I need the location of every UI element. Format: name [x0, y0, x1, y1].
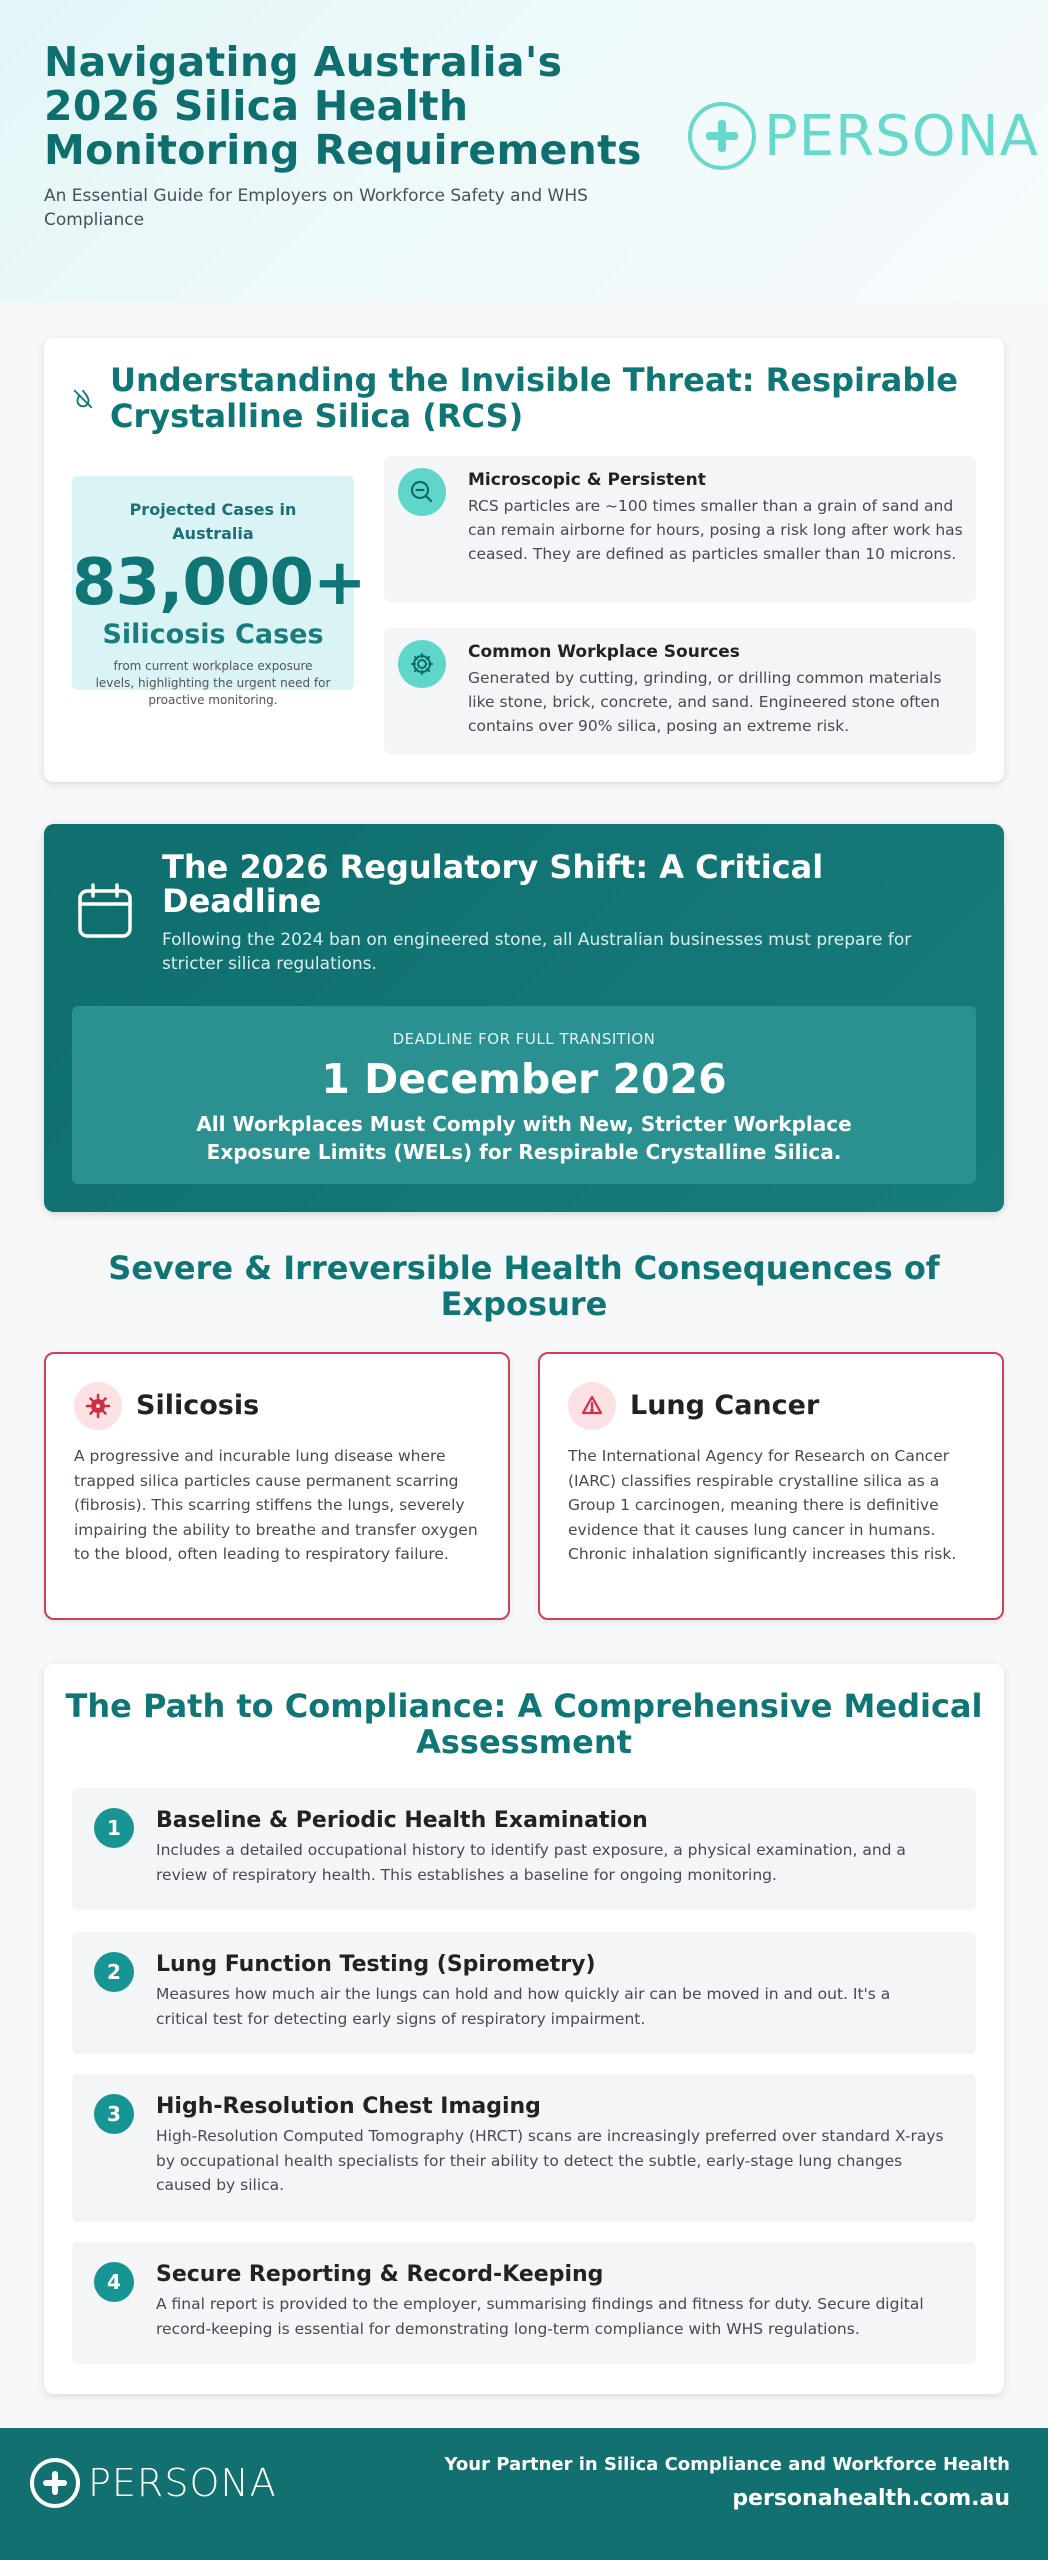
footer-url-link[interactable]: personahealth.com.au	[732, 2486, 1010, 2511]
step-item	[72, 1932, 976, 2054]
compliance-card	[44, 1664, 1004, 2394]
step-text: Includes a detailed occupational history to identify past exposure, a physical examination, and a review of respiratory health. This establishes a baseline for ongoing monitoring.	[156, 1841, 906, 1884]
logo-wordmark: PERSONA	[764, 103, 1039, 169]
calendar-icon	[76, 882, 134, 940]
step-number: 2	[94, 1952, 134, 1992]
deadline-date: 1 December 2026	[321, 1055, 727, 1103]
threat-title: Understanding the Invisible Threat: Respirable Crystalline Silica (RCS)	[110, 361, 958, 435]
step-text: Measures how much air the lungs can hold and how quickly air can be moved in and out. It's a critical test for detecting early signs of respiratory impairment.	[156, 1985, 891, 2028]
stat-note: from current workplace exposure levels, highlighting the urgent need for proactive monitoring.	[95, 659, 331, 707]
step-title: High-Resolution Chest Imaging	[156, 2094, 541, 2119]
logo-wordmark: PERSONA	[88, 2461, 277, 2505]
projected-cases-stat	[72, 476, 366, 707]
stat-label: Projected Cases in Australia	[129, 500, 297, 543]
silicosis-card	[44, 1352, 510, 1620]
step-item	[72, 2074, 976, 2222]
deadline-box	[72, 1006, 976, 1184]
warning-icon	[568, 1382, 616, 1430]
footer-logo	[30, 2458, 277, 2508]
fact-text: Generated by cutting, grinding, or drilling common materials like stone, brick, concrete, and sand. Engineered stone often contains over 90% silica, posing an extreme risk.	[468, 669, 942, 735]
page-subtitle: An Essential Guide for Employers on Workforce Safety and WHS Compliance	[44, 186, 588, 230]
step-text: High-Resolution Computed Tomography (HRCT) scans are increasingly preferred over standard X-rays by occupational health specialists for their ability to detect the subtle, early-stage lung changes caused by silica.	[156, 2127, 944, 2194]
step-number: 4	[94, 2262, 134, 2302]
compliance-title: The Path to Compliance: A Comprehensive Medical Assessment	[65, 1687, 983, 1761]
magnify-minus-icon	[398, 468, 446, 516]
no-dust-icon	[72, 388, 94, 410]
step-text: A final report is provided to the employer, summarising findings and fitness for duty. Secure digital record-keeping is essential for demonstrating long-term compliance with WHS regulations.	[156, 2295, 924, 2338]
fact-text: RCS particles are ~100 times smaller than a grain of sand and can remain airborne for hours, posing a risk long after work has ceased. They are defined as particles smaller than 10 microns.	[468, 497, 963, 563]
deadline-message: All Workplaces Must Comply with New, Stricter Workplace Exposure Limits (WELs) for Respirable Crystalline Silica.	[196, 1112, 852, 1164]
deadline-title: The 2026 Regulatory Shift: A Critical Deadline	[162, 848, 824, 920]
risk-title: Silicosis	[136, 1390, 260, 1421]
deadline-subtitle: Following the 2024 ban on engineered stone, all Australian businesses must prepare for stricter silica regulations.	[162, 930, 912, 974]
step-item	[72, 2242, 976, 2364]
stat-value: 83,000+	[72, 546, 366, 620]
page-title: Navigating Australia's 2026 Silica Health Monitoring Requirements	[44, 38, 642, 174]
deadline-banner	[44, 824, 1004, 1212]
gear-icon	[398, 640, 446, 688]
threat-card	[44, 338, 1004, 782]
step-number: 1	[94, 1808, 134, 1848]
virus-icon	[74, 1382, 122, 1430]
risk-text: A progressive and incurable lung disease where trapped silica particles cause permanent scarring (fibrosis). This scarring stiffens the lungs, severely impairing the ability to breathe and transfer oxygen to the blood, often leading to respiratory failure.	[74, 1447, 478, 1563]
step-number: 3	[94, 2094, 134, 2134]
deadline-kicker: DEADLINE FOR FULL TRANSITION	[392, 1030, 656, 1048]
footer	[0, 2428, 1048, 2560]
risk-text: The International Agency for Research on Cancer (IARC) classifies respirable crystalline silica as a Group 1 carcinogen, meaning there is definitive evidence that it causes lung cancer in humans. Chronic inhalation significantly increases this risk.	[568, 1447, 957, 1563]
footer-tagline: Your Partner in Silica Compliance and Workforce Health	[444, 2454, 1010, 2475]
step-item	[72, 1788, 976, 1910]
step-title: Baseline & Periodic Health Examination	[156, 1808, 648, 1833]
persona-logo	[688, 102, 1039, 170]
hero-header	[0, 0, 1048, 302]
fact-title: Microscopic & Persistent	[468, 470, 706, 490]
plus-cross-icon	[30, 2458, 80, 2508]
plus-cross-icon	[688, 102, 756, 170]
fact-microscopic	[384, 456, 976, 602]
fact-title: Common Workplace Sources	[468, 642, 740, 662]
stat-unit: Silicosis Cases	[102, 619, 324, 650]
step-title: Lung Function Testing (Spirometry)	[156, 1952, 596, 1977]
consequences-title: Severe & Irreversible Health Consequences of Exposure	[108, 1249, 940, 1323]
risk-title: Lung Cancer	[630, 1390, 820, 1421]
lung-cancer-card	[538, 1352, 1004, 1620]
step-title: Secure Reporting & Record-Keeping	[156, 2262, 604, 2287]
fact-sources	[384, 628, 976, 754]
